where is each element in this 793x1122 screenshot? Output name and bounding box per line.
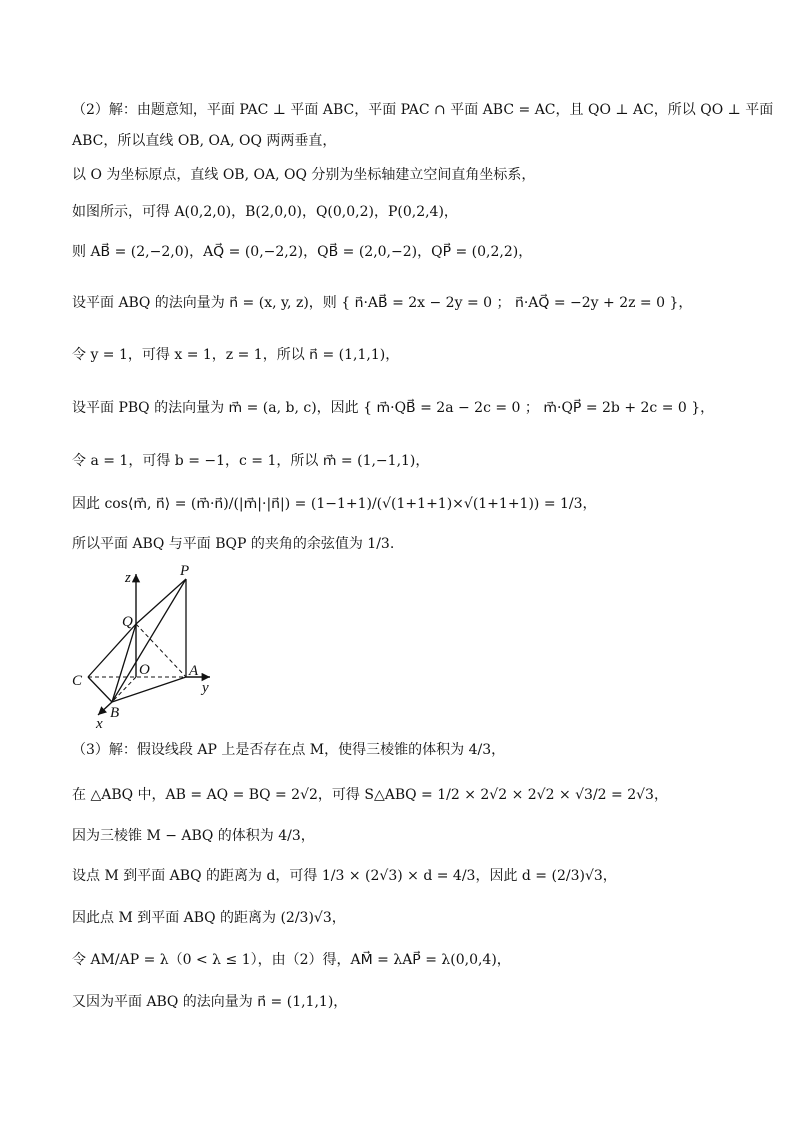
line-18: 又因为平面 ABQ 的法向量为 n⃗ = (1,1,1)， [72, 994, 348, 1010]
edge-QP [136, 579, 186, 624]
label-y: y [202, 680, 209, 696]
line-4: 如图所示，可得 A(0,2,0)，B(2,0,0)，Q(0,0,2)，P(0,2,4)， [72, 204, 458, 220]
line-10: 因此 cos⟨m⃗, n⃗⟩ = (m⃗·n⃗)/(|m⃗|·|n⃗|) = (1−1+1)/(√(1+1+1)×√(1+1+1)) = 1/3， [72, 496, 597, 512]
label-B: B [110, 705, 120, 721]
edge-BA [112, 677, 186, 702]
line-7: 令 y = 1，可得 x = 1，z = 1，所以 n⃗ = (1,1,1)， [72, 347, 400, 363]
line-3: 以 O 为坐标原点，直线 OB, OA, OQ 分别为坐标轴建立空间直角坐标系， [72, 167, 536, 183]
line-15: 设点 M 到平面 ABQ 的距离为 d，可得 1/3 × (2√3) × d = 4/3，因此 d = (2/3)√3， [72, 868, 617, 884]
line-5: 则 AB⃗ = (2,−2,0)，AQ⃗ = (0,−2,2)，QB⃗ = (2,0,−2)，QP⃗ = (0,2,2)， [72, 244, 533, 260]
label-Q: Q [122, 614, 133, 630]
label-x: x [96, 716, 103, 730]
edge-BP [112, 579, 186, 702]
label-C: C [72, 673, 83, 689]
line-2: ABC，所以直线 OB, OA, OQ 两两垂直， [72, 133, 337, 149]
label-z: z [125, 570, 131, 586]
line-17: 令 AM/AP = λ（0 < λ ≤ 1），由（2）得，AM⃗ = λAP⃗ = λ(0,0,4)， [72, 952, 511, 968]
edge-CQ [88, 624, 136, 677]
line-12: （3）解：假设线段 AP 上是否存在点 M，使得三棱锥的体积为 4/3， [72, 742, 506, 758]
line-1: （2）解：由题意知，平面 PAC ⊥ 平面 ABC，平面 PAC ∩ 平面 ABC = AC，且 QO ⊥ AC，所以 QO ⊥ 平面 [72, 102, 774, 118]
edge-BQ [112, 624, 136, 702]
line-13: 在 △ABQ 中，AB = AQ = BQ = 2√2，可得 S△ABQ = 1/2 × 2√2 × 2√2 × √3/2 = 2√3， [72, 787, 668, 803]
line-14: 因为三棱锥 M − ABQ 的体积为 4/3， [72, 828, 315, 844]
line-16: 因此点 M 到平面 ABQ 的距离为 (2/3)√3， [72, 910, 346, 926]
label-A: A [189, 663, 199, 679]
line-6: 设平面 ABQ 的法向量为 n⃗ = (x, y, z)，则 { n⃗·AB⃗ = 2x − 2y = 0 ； n⃗·AQ⃗ = −2y + 2z = 0 }， [72, 295, 693, 311]
line-11: 所以平面 ABQ 与平面 BQP 的夹角的余弦值为 1/3. [72, 536, 395, 552]
geometry-figure [66, 562, 226, 730]
line-8: 设平面 PBQ 的法向量为 m⃗ = (a, b, c)，因此 { m⃗·QB⃗ = 2a − 2c = 0 ； m⃗·QP⃗ = 2b + 2c = 0 }， [72, 400, 715, 416]
edge-CB [88, 677, 112, 702]
label-O: O [139, 662, 150, 678]
line-9: 令 a = 1，可得 b = −1，c = 1，所以 m⃗ = (1,−1,1)， [72, 453, 430, 469]
label-P: P [180, 563, 190, 579]
